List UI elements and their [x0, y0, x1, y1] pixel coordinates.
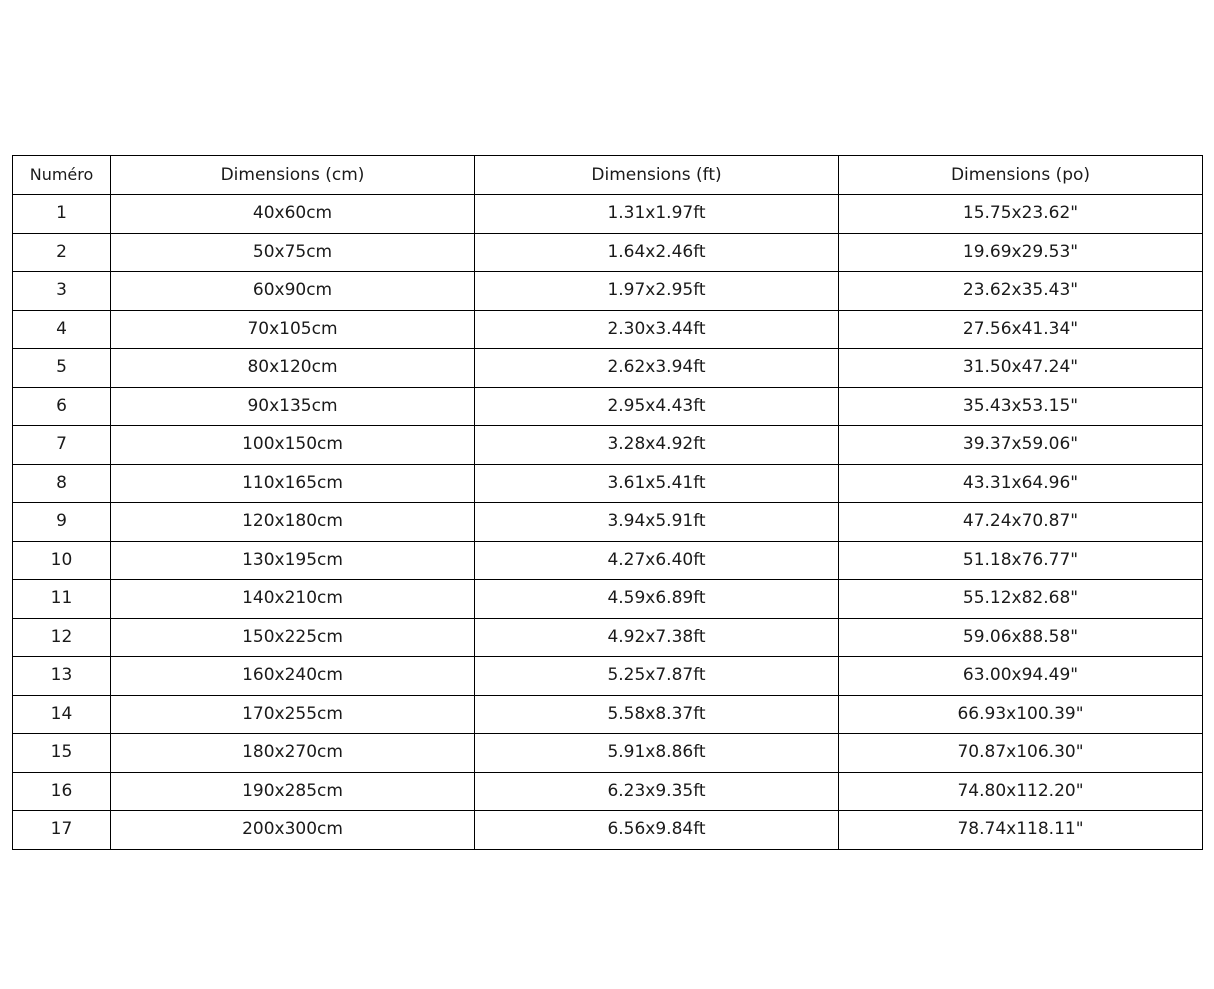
cell-cm: 140x210cm: [111, 580, 475, 619]
table-row: [13, 310, 1203, 349]
cell-cm: 180x270cm: [111, 734, 475, 773]
dimensions-table: [12, 155, 1203, 850]
cell-cm: 70x105cm: [111, 310, 475, 349]
table-row: [13, 580, 1203, 619]
table-row: [13, 541, 1203, 580]
cell-numero: 16: [13, 772, 111, 811]
cell-numero: 17: [13, 811, 111, 850]
cell-numero: 4: [13, 310, 111, 349]
table-row: [13, 734, 1203, 773]
column-header-numero: Numéro: [13, 156, 111, 195]
cell-numero: 10: [13, 541, 111, 580]
cell-numero: 15: [13, 734, 111, 773]
cell-ft: 2.62x3.94ft: [475, 349, 839, 388]
cell-numero: 3: [13, 272, 111, 311]
cell-cm: 120x180cm: [111, 503, 475, 542]
cell-po: 70.87x106.30": [839, 734, 1203, 773]
table-row: [13, 772, 1203, 811]
cell-po: 39.37x59.06": [839, 426, 1203, 465]
cell-po: 74.80x112.20": [839, 772, 1203, 811]
cell-numero: 6: [13, 387, 111, 426]
cell-cm: 40x60cm: [111, 195, 475, 234]
table-body: [13, 195, 1203, 850]
cell-ft: 6.56x9.84ft: [475, 811, 839, 850]
cell-numero: 14: [13, 695, 111, 734]
table-row: [13, 426, 1203, 465]
cell-numero: 9: [13, 503, 111, 542]
cell-po: 35.43x53.15": [839, 387, 1203, 426]
cell-po: 66.93x100.39": [839, 695, 1203, 734]
cell-po: 78.74x118.11": [839, 811, 1203, 850]
cell-ft: 1.97x2.95ft: [475, 272, 839, 311]
cell-cm: 110x165cm: [111, 464, 475, 503]
dimensions-table-container: [12, 155, 1202, 850]
cell-cm: 170x255cm: [111, 695, 475, 734]
cell-numero: 11: [13, 580, 111, 619]
cell-po: 63.00x94.49": [839, 657, 1203, 696]
cell-numero: 1: [13, 195, 111, 234]
table-row: [13, 195, 1203, 234]
table-header: [13, 156, 1203, 195]
cell-numero: 8: [13, 464, 111, 503]
cell-numero: 5: [13, 349, 111, 388]
cell-po: 27.56x41.34": [839, 310, 1203, 349]
cell-ft: 4.27x6.40ft: [475, 541, 839, 580]
cell-po: 47.24x70.87": [839, 503, 1203, 542]
cell-ft: 5.91x8.86ft: [475, 734, 839, 773]
cell-ft: 1.64x2.46ft: [475, 233, 839, 272]
cell-ft: 4.59x6.89ft: [475, 580, 839, 619]
cell-po: 59.06x88.58": [839, 618, 1203, 657]
column-header-dimensions-po: Dimensions (po): [839, 156, 1203, 195]
table-row: [13, 618, 1203, 657]
cell-ft: 5.25x7.87ft: [475, 657, 839, 696]
cell-ft: 3.28x4.92ft: [475, 426, 839, 465]
cell-ft: 4.92x7.38ft: [475, 618, 839, 657]
column-header-dimensions-cm: Dimensions (cm): [111, 156, 475, 195]
cell-cm: 160x240cm: [111, 657, 475, 696]
cell-ft: 1.31x1.97ft: [475, 195, 839, 234]
cell-cm: 190x285cm: [111, 772, 475, 811]
column-header-dimensions-ft: Dimensions (ft): [475, 156, 839, 195]
cell-po: 51.18x76.77": [839, 541, 1203, 580]
table-row: [13, 272, 1203, 311]
cell-po: 19.69x29.53": [839, 233, 1203, 272]
cell-cm: 130x195cm: [111, 541, 475, 580]
cell-numero: 2: [13, 233, 111, 272]
table-header-row: [13, 156, 1203, 195]
table-row: [13, 349, 1203, 388]
cell-cm: 90x135cm: [111, 387, 475, 426]
cell-ft: 2.30x3.44ft: [475, 310, 839, 349]
cell-cm: 80x120cm: [111, 349, 475, 388]
cell-ft: 6.23x9.35ft: [475, 772, 839, 811]
cell-cm: 100x150cm: [111, 426, 475, 465]
cell-po: 31.50x47.24": [839, 349, 1203, 388]
cell-numero: 12: [13, 618, 111, 657]
cell-po: 15.75x23.62": [839, 195, 1203, 234]
table-row: [13, 233, 1203, 272]
cell-cm: 150x225cm: [111, 618, 475, 657]
table-row: [13, 503, 1203, 542]
cell-ft: 3.61x5.41ft: [475, 464, 839, 503]
cell-ft: 5.58x8.37ft: [475, 695, 839, 734]
table-row: [13, 695, 1203, 734]
table-row: [13, 811, 1203, 850]
cell-numero: 7: [13, 426, 111, 465]
table-row: [13, 657, 1203, 696]
table-row: [13, 387, 1203, 426]
cell-ft: 3.94x5.91ft: [475, 503, 839, 542]
cell-cm: 50x75cm: [111, 233, 475, 272]
cell-po: 55.12x82.68": [839, 580, 1203, 619]
table-row: [13, 464, 1203, 503]
cell-ft: 2.95x4.43ft: [475, 387, 839, 426]
cell-cm: 200x300cm: [111, 811, 475, 850]
cell-po: 43.31x64.96": [839, 464, 1203, 503]
cell-po: 23.62x35.43": [839, 272, 1203, 311]
cell-numero: 13: [13, 657, 111, 696]
cell-cm: 60x90cm: [111, 272, 475, 311]
